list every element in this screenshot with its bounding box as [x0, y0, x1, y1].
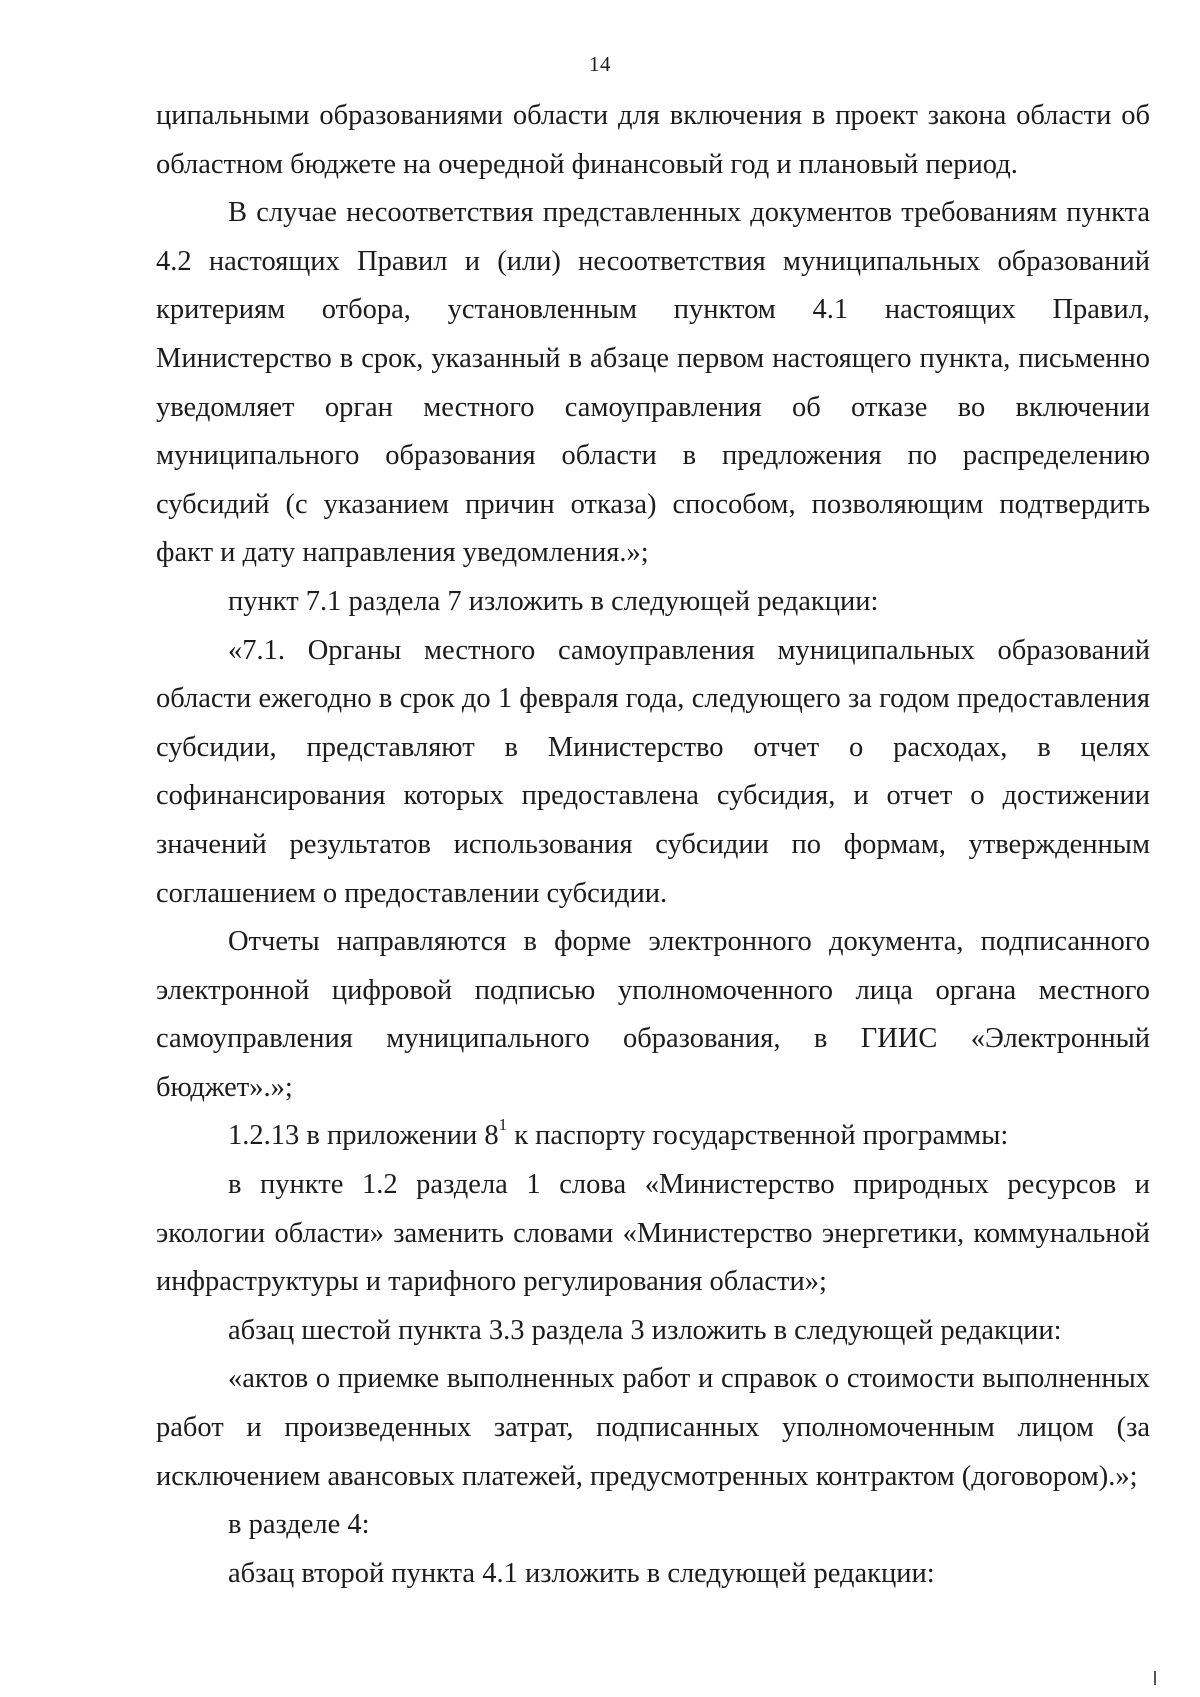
paragraph-1-2-13-text-after: к паспорту государственной программы:: [507, 1120, 1009, 1152]
paragraph-item-7-1-text: «7.1. Органы местного самоуправления муниципальных образований области ежегодно в срок до 1 февраля года, следующего за годом предоставления субсидии, представляют в Министерство отчет о расходах, в целях софинансирования которых предоставлена субсидия, и отчет о достижении значений результатов использования субсидии по формам, утвержденным соглашением о предоставлении субсидии.: [156, 634, 1150, 909]
page-number: 14: [589, 52, 611, 76]
paragraph-nonconformity: В случае несоответствия представленных документов требованиям пункта 4.2 настоящих Правил и (или) несоответствия муниципальных образований критериям отбора, установленным пунктом 4.1 настоящих Правил, Министерство в срок, указанный в абзаце первом настоящего пункта, письменно уведомляет орган местного самоуправления об отказе во включении муниципального образования области в предложения по распределению субсидий (с указанием причин отказа) способом, позволяющим подтвердить факт и дату направления уведомления.»;: [156, 197, 1150, 569]
paragraph-item-4-1-instruction: абзац второй пункта 4.1 изложить в следующей редакции:: [228, 1557, 935, 1589]
paragraph-item-3-3-instruction: абзац шестой пункта 3.3 раздела 3 изложить в следующей редакции:: [228, 1314, 1062, 1346]
paragraph-acts-text: «актов о приемке выполненных работ и справок о стоимости выполненных работ и произведенных затрат, подписанных уполномоченным лицом (за исключением авансовых платежей, предусмотренных контрактом (договором).»;: [156, 1363, 1150, 1492]
paragraph-reports: Отчеты направляются в форме электронного документа, подписанного электронной цифровой подписью уполномоченного лица органа местного самоуправления муниципального образования, в ГИИС «Электронный бюджет».»;: [156, 926, 1150, 1103]
scan-mark: [1154, 1671, 1156, 1685]
paragraph-continuation: ципальными образованиями области для включения в проект закона области об областном бюджете на очередной финансовый год и плановый период.: [156, 100, 1150, 180]
paragraph-item-7-1-instruction: пункт 7.1 раздела 7 изложить в следующей редакции:: [228, 585, 879, 617]
paragraph-item-1-2-replace: в пункте 1.2 раздела 1 слова «Министерство природных ресурсов и экологии области» заменить словами «Министерство энергетики, коммунальной инфраструктуры и тарифного регулирования области»;: [156, 1169, 1150, 1298]
appendix-superscript: 1: [498, 1114, 508, 1134]
paragraph-section-4: в разделе 4:: [228, 1509, 370, 1541]
document-body: [156, 92, 1150, 1598]
paragraph-1-2-13-text-before: 1.2.13 в приложении 8: [228, 1120, 499, 1152]
paragraph-1-2-13: [156, 1112, 1150, 1161]
